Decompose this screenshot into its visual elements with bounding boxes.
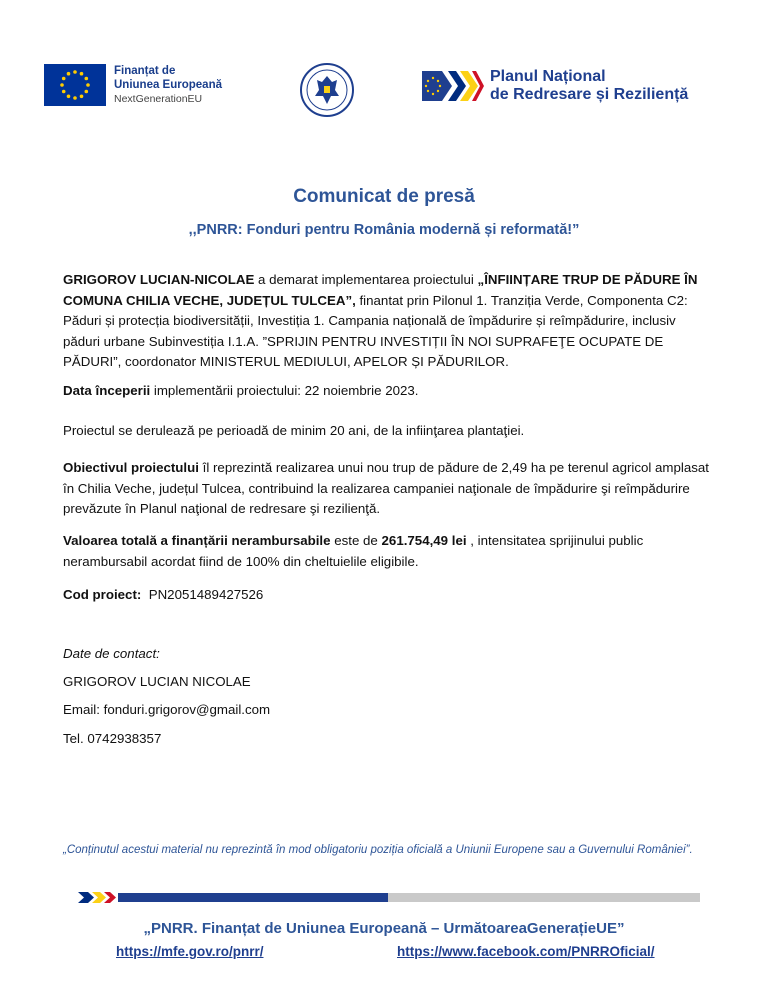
value-text-1: este de — [330, 533, 382, 548]
value-label: Valoarea totală a finanțării nerambursabile — [63, 533, 331, 548]
project-code-paragraph — [63, 585, 713, 606]
footer-link-mfe[interactable]: https://mfe.gov.ro/pnrr/ — [116, 944, 264, 959]
footer-slogan: „PNRR. Finanțat de Uniunea Europeană – UrmătoareaGenerațieUE” — [143, 920, 625, 937]
project-name: „ÎNFIINȚARE TRUP DE PĂDURE ÎN COMUNA CHILIA VECHE, JUDEȚUL TULCEA”, — [63, 272, 698, 308]
page-title: Comunicat de presă — [293, 186, 475, 207]
objective-text: îl reprezintă realizarea unui nou trup de pădure de 2,49 ha pe terenul agricol amplasat în Chilia Veche, județul Tulcea, contribuind la realizarea campaniei naţionale de împădurire şi reîmpădurire prevăzute în Planul naţional de redresare şi rezilienţă. — [63, 460, 709, 516]
eu-line2: Uniunea Europeană — [114, 79, 222, 91]
value-text-2: , intensitatea sprijinului public nerambursabil acordat fiind de 100% din cheltuielile eligibile. — [63, 533, 644, 569]
pnrr-line2: de Redresare și Reziliență — [490, 86, 689, 103]
eu-line3: NextGenerationEU — [114, 93, 203, 105]
page-subtitle: ,,PNRR: Fonduri pentru România modernă și reformată!” — [188, 222, 580, 238]
pnrr-logo-text — [490, 68, 688, 104]
start-date-paragraph — [63, 381, 713, 402]
start-date-label: Data începerii — [63, 383, 151, 398]
contact-email: Email: fonduri.grigorov@gmail.com — [63, 702, 271, 717]
value-amount: 261.754,49 lei — [381, 533, 467, 548]
footer-color-bar — [78, 892, 700, 903]
pnrr-logo — [422, 68, 688, 104]
eu-logo — [44, 64, 222, 106]
contact-name: GRIGOROV LUCIAN NICOLAE — [63, 674, 251, 689]
pnrr-line1: Planul Național — [490, 68, 606, 85]
contact-heading: Date de contact: — [63, 646, 160, 661]
footer-link-facebook[interactable]: https://www.facebook.com/PNRROficial/ — [397, 944, 655, 959]
value-paragraph — [63, 531, 713, 572]
intro-paragraph — [63, 270, 713, 373]
eu-line1: Finanțat de — [114, 65, 176, 77]
project-code-value: PN2051489427526 — [148, 587, 264, 602]
project-code-label: Cod proiect: — [63, 587, 142, 602]
beneficiary-name: GRIGOROV LUCIAN-NICOLAE — [63, 272, 255, 287]
pnrr-arrows-icon — [422, 69, 484, 103]
duration-paragraph: Proiectul se derulează pe perioadă de minim 20 ani, de la infiinţarea plantaţiei. — [63, 423, 525, 438]
start-date-text: implementării proiectului: 22 noiembrie 2023. — [150, 383, 419, 398]
contact-phone: Tel. 0742938357 — [63, 731, 162, 746]
objective-label: Obiectivul proiectului — [63, 460, 199, 475]
eu-flag-icon — [44, 64, 106, 106]
disclaimer: „Conținutul acestui material nu reprezintă în mod obligatoriu poziția oficială a Uniunii Europene sau a Guvernului României”. — [63, 844, 693, 856]
government-seal-icon — [299, 62, 355, 118]
eu-logo-text — [114, 64, 222, 106]
objective-paragraph — [63, 458, 713, 520]
intro-text-2: finantat prin Pilonul 1. Tranziția Verde, Componenta C2: Păduri și protecția biodiversității, Investiția 1. Campania națională de împădurire și reîmpădurire, inclusiv păduri urbane Subinvestiția I.1.A. ”SPRIJIN PENTRU INVESTIȚII ÎN NOI SUPRAFEŢE OCUPATE DE PĂDURI”, coordonator MINISTERUL MEDIULUI, APELOR ȘI PĂDURILOR. — [63, 292, 688, 369]
intro-text-1: a demarat implementarea proiectului — [254, 272, 478, 287]
